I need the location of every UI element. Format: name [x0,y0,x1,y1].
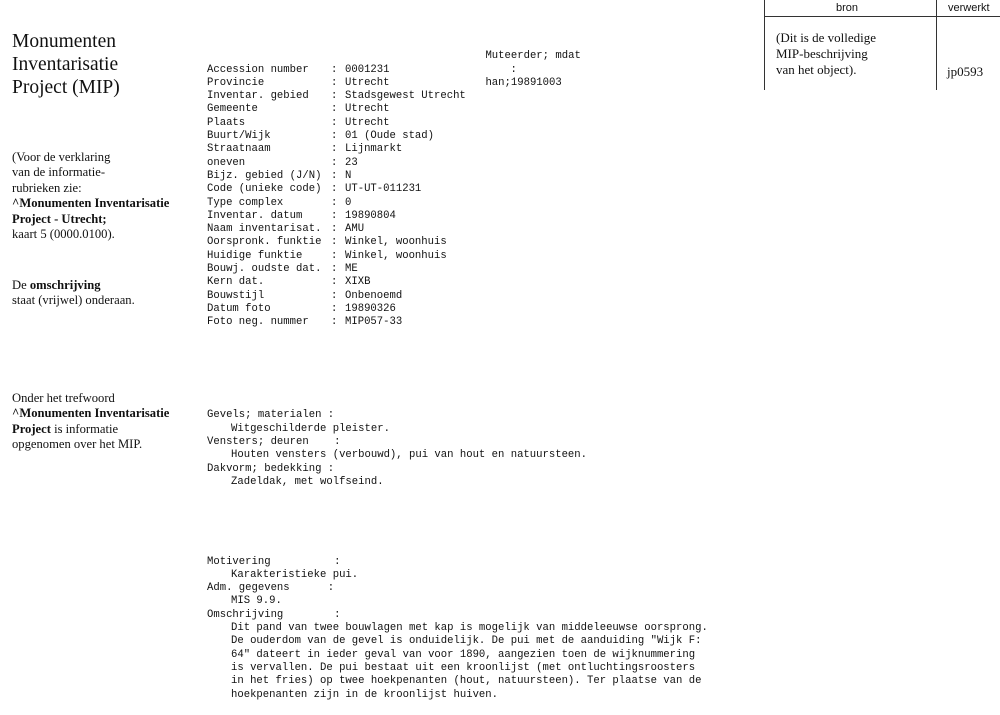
section-heading: Dakvorm; bedekking : [207,462,335,475]
field-row [207,276,708,289]
field-label: Inventar. gebied [207,90,309,103]
field-label: Buurt/Wijk [207,130,271,143]
field-colon: : [331,90,338,103]
divider [764,0,765,90]
note-text: De [12,278,30,292]
section-text: in het fries) op twee hoekpenanten (hout, natuursteen). Ter plaatse van de [231,675,702,688]
field-label: Datum foto [207,302,271,315]
bron-line: van het object). [776,62,857,77]
source-panel [764,0,1000,90]
section-text: De ouderdom van de gevel is onduidelijk. De pui met de aanduiding "Wijk F: [231,635,702,648]
bron-text [776,30,876,78]
field-colon: : [331,103,338,116]
field-colon: : [331,249,338,262]
title-line: Monumenten [12,31,116,52]
field-colon: : [331,289,338,302]
note-bold: omschrijving [29,278,101,292]
field-row [207,130,708,143]
field-label: Kern dat. [207,276,265,289]
field-colon: : [331,236,338,249]
field-colon: : [331,156,338,169]
note-line [12,422,197,437]
muteerder-label: Muteerder; mdat [485,50,581,63]
section-text: 64" dateert in ieder geval van voor 1890, aangezien toen de wijknummering [231,648,696,661]
field-value: 01 (Oude stad) [345,130,435,143]
section-heading: Motivering : [207,555,341,568]
field-colon: : [331,63,338,76]
bron-line: MIP-beschrijving [776,46,868,61]
section-text: Houten vensters (verbouwd), pui van hout en natuursteen. [231,449,588,462]
field-colon: : [331,169,338,182]
field-row [207,157,708,170]
field-label: Straatnaam [207,143,271,156]
note-line [12,278,197,293]
section-list-2 [207,556,708,702]
note-line: rubrieken zie: [12,180,82,195]
field-colon: : [331,183,338,196]
note-bold: ^Monumenten Inventarisatie [12,406,170,421]
section-text: Zadeldak, met wolfseind. [231,475,384,488]
field-colon: : [331,223,338,236]
section-text: Dit pand van twee bouwlagen met kap is mogelijk van middeleeuwse oorsprong. [231,622,708,635]
header-bron: bron [836,2,859,14]
header-verwerkt: verwerkt [948,2,990,14]
field-row [207,170,708,183]
legend-note [12,150,197,242]
field-list [207,64,708,330]
field-label: Huidige funktie [207,249,303,262]
record-fields [207,37,708,715]
muteerder-value: han;19891003 [485,76,562,89]
field-value: N [345,169,352,182]
field-colon: : [331,263,338,276]
field-value: Winkel, woonhuis [345,249,447,262]
section-text: is vervallen. De pui bestaat uit een kroonlijst (met ontluchtingsroosters [231,661,696,674]
field-label: oneven [207,156,246,169]
field-row [207,250,708,263]
note-line: kaart 5 (0000.0100). [12,227,115,242]
field-value: Stadsgewest Utrecht [345,90,466,103]
field-colon: : [331,130,338,143]
note-bold: Project - Utrecht; [12,211,107,226]
muteerder-colon: : [491,63,524,76]
section-text: hoekpenanten zijn in de kroonlijst huiven. [231,688,499,701]
field-row [207,236,708,249]
field-value: Utrecht [345,76,390,89]
note-link[interactable] [12,196,197,211]
section-heading: Omschrijving : [207,608,341,621]
section-heading: Gevels; materialen : [207,409,335,422]
field-row [207,90,708,103]
field-row [207,117,708,130]
divider [764,16,1000,17]
note-text: is informatie [50,421,119,436]
note-line: (Voor de verklaring [12,150,111,164]
title-line: Inventarisatie [12,54,119,75]
section-list [207,409,708,489]
field-colon: : [331,196,338,209]
field-row [207,143,708,156]
page-title [12,30,192,99]
field-value: UT-UT-011231 [345,183,422,196]
field-row [207,210,708,223]
field-row [207,197,708,210]
field-row [207,64,708,77]
section-text: Witgeschilderde pleister. [231,422,390,435]
title-line: Project (MIP) [12,77,120,98]
field-value: 23 [345,156,358,169]
field-label: Type complex [207,196,284,209]
field-label: Code (unieke code) [207,183,322,196]
field-colon: : [331,116,338,129]
field-label: Inventar. datum [207,209,303,222]
note-bold: Project [12,421,51,436]
field-row [207,183,708,196]
note-line: staat (vrijwel) onderaan. [12,293,135,308]
section-text: MIS 9.9. [231,595,282,608]
note-link[interactable] [12,212,197,227]
divider [936,0,937,90]
field-label: Provincie [207,76,265,89]
field-row [207,77,708,90]
field-value: 0001231 [345,63,390,76]
field-value: 19890804 [345,209,396,222]
description-note [12,278,197,309]
field-row [207,303,708,316]
section-heading: Vensters; deuren : [207,435,341,448]
field-colon: : [331,302,338,315]
field-value: 19890326 [345,302,396,315]
note-link[interactable] [12,406,197,421]
keyword-note [12,391,197,453]
field-row [207,103,708,116]
field-value: Winkel, woonhuis [345,236,447,249]
section-heading: Adm. gegevens : [207,582,335,595]
note-line: opgenomen over het MIP. [12,437,143,452]
field-value: Utrecht [345,103,390,116]
section-text: Karakteristieke pui. [231,568,359,581]
field-value: 0 [345,196,352,209]
field-label: Bijz. gebied (J/N) [207,169,322,182]
field-row [207,263,708,276]
field-value: ME [345,263,358,276]
field-value: Lijnmarkt [345,143,403,156]
field-colon: : [331,276,338,289]
field-value: Onbenoemd [345,289,403,302]
field-row [207,316,708,329]
field-label: Oorspronk. funktie [207,236,322,249]
field-colon: : [331,76,338,89]
field-row [207,290,708,303]
field-label: Bouwstijl [207,289,265,302]
field-label: Naam inventarisat. [207,223,322,236]
field-label: Gemeente [207,103,258,116]
note-line: van de informatie- [12,165,106,180]
field-label: Foto neg. nummer [207,316,309,329]
field-colon: : [331,143,338,156]
field-value: XIXB [345,276,371,289]
note-bold: ^Monumenten Inventarisatie [12,196,170,211]
note-line: Onder het trefwoord [12,391,115,405]
verwerkt-value: jp0593 [947,64,984,79]
field-row [207,223,708,236]
field-label: Bouwj. oudste dat. [207,263,322,276]
field-value: AMU [345,223,365,236]
field-label: Accession number [207,63,309,76]
field-colon: : [331,316,338,329]
field-label: Plaats [207,116,246,129]
field-value: Utrecht [345,116,390,129]
field-value: MIP057-33 [345,316,403,329]
bron-line: (Dit is de volledige [776,30,877,45]
muteerder-row [460,37,581,103]
field-colon: : [331,209,338,222]
